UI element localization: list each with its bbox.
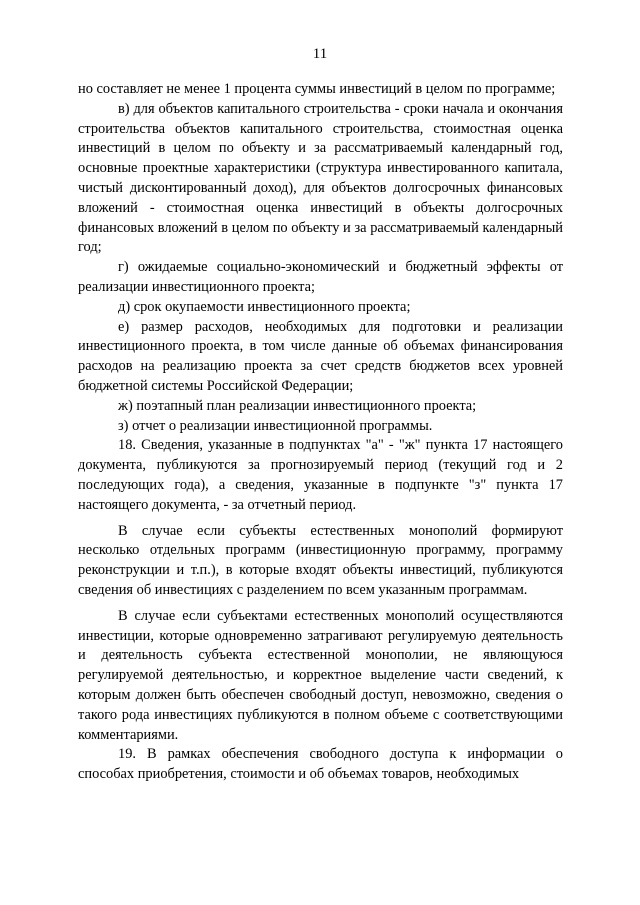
paragraph-item-d: д) срок окупаемости инвестиционного проекта;	[118, 298, 411, 315]
paragraph-item-v: в) для объектов капитального строительства - сроки начала и окончания строительства объектов капитального строительства, стоимостная оценка инвестиций в целом по объекту и за рассматриваемый календарный год, основные проектные характеристики (структура инвестированного капитала, чистый дисконтированный доход), для объектов долгосрочных финансовых вложений - стоимостная оценка инвестиций в объекты долгосрочных финансовых вложений в целом по объекту и за рассматриваемый календарный год;	[78, 100, 563, 256]
paragraph-item-zh: ж) поэтапный план реализации инвестиционного проекта;	[118, 397, 477, 414]
paragraph-mixed-investments: В случае если субъектами естественных монополий осуществляются инвестиции, которые одновременно затрагивают регулируемую деятельность и деятельность субъекта естественной монополии, не являющуюся регулируемой деятельностью, и корректное выделение части сведений, к которым должен быть обеспечен свободный доступ, невозможно, сведения о такого рода инвестициях публикуются в полном объеме с соответствующими комментариями.	[78, 607, 563, 743]
document-body	[78, 80, 563, 785]
paragraph-separate-programs: В случае если субъекты естественных монополий формируют несколько отдельных программ (инвестиционную программу, программу реконструкции и т.п.), в которые входят объекты инвестиций, публикуются сведения об инвестициях с разделением по всем указанным программам.	[78, 522, 563, 598]
paragraph-item-g: г) ожидаемые социально-экономический и бюджетный эффекты от реализации инвестиционного проекта;	[78, 259, 563, 295]
paragraph-section-19: 19. В рамках обеспечения свободного доступа к информации о способах приобретения, стоимости и об объемах товаров, необходимых	[78, 746, 563, 783]
paragraph-item-z: з) отчет о реализации инвестиционной программы.	[118, 417, 433, 434]
page-number: 11	[312, 46, 328, 62]
paragraph-item-e: е) размер расходов, необходимых для подготовки и реализации инвестиционного проекта, в том числе данные об объемах финансирования расходов на реализацию проекта за счет средств бюджетов всех уровней бюджетной системы Российской Федерации;	[78, 318, 563, 394]
paragraph-continuation: но составляет не менее 1 процента суммы инвестиций в целом по программе;	[78, 81, 556, 97]
paragraph-section-18: 18. Сведения, указанные в подпунктах "а" - "ж" пункта 17 настоящего документа, публикуются за прогнозируемый период (текущий год и 2 последующих года), а сведения, указанные в подпункте "з" пункта 17 настоящего документа, - за отчетный период.	[78, 437, 563, 513]
